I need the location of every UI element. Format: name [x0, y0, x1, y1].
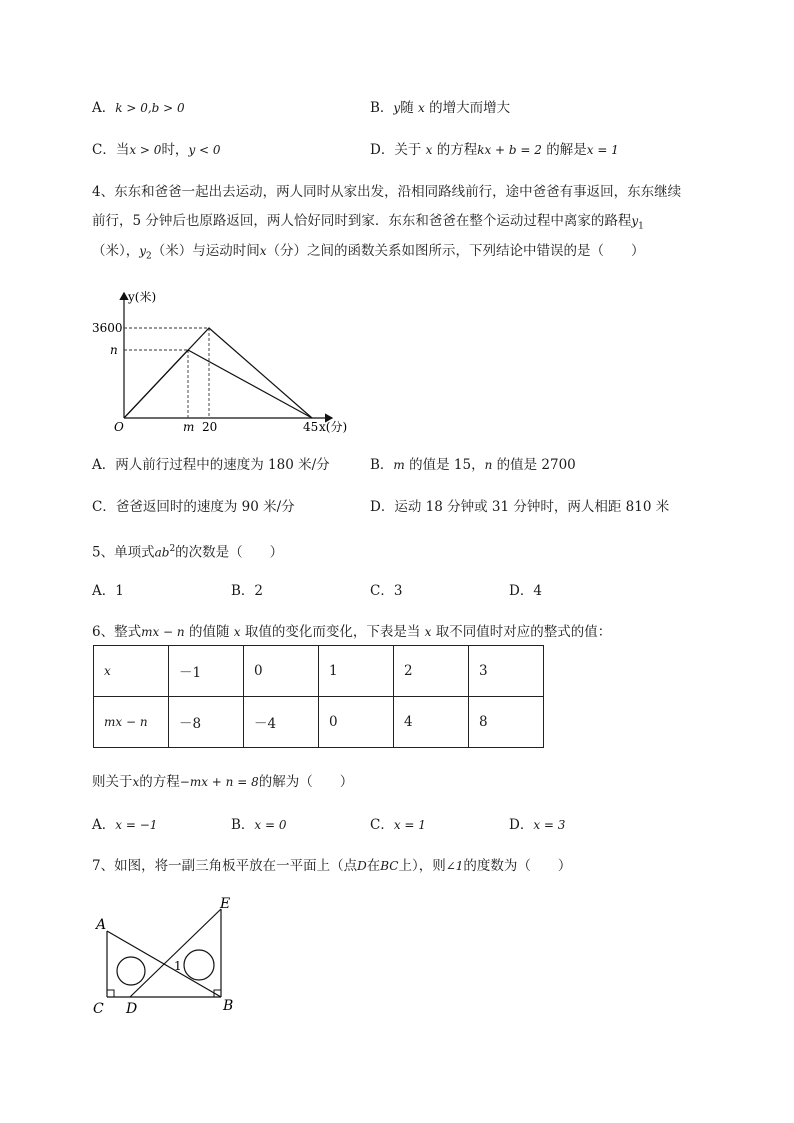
x-axis-label: x(分) — [319, 420, 348, 434]
x-tick-m: m — [183, 420, 195, 434]
q5-stem — [92, 539, 283, 563]
math-expr: −mx + n = 8 — [179, 775, 259, 789]
option-label: C． — [370, 817, 394, 833]
cell-text: x — [104, 664, 111, 678]
q6-stem — [92, 622, 611, 642]
text: 的度数为（ ） — [463, 858, 572, 874]
q6-option-a — [92, 815, 157, 835]
math-expr: x = 1 — [393, 818, 426, 832]
text: 的增大而增大 — [429, 100, 511, 116]
option-label: A． — [92, 817, 116, 833]
table-cell: 4 — [394, 697, 469, 748]
q6-question — [92, 772, 353, 792]
q4-option-a: A．两人前行过程中的速度为 180 米/分 — [92, 457, 330, 473]
point-label-e: E — [220, 896, 231, 912]
text: 在 — [366, 858, 381, 874]
math-var: y — [393, 101, 401, 115]
q3-option-b — [370, 98, 510, 118]
table-cell: －8 — [169, 697, 244, 748]
cell-text: mx − n — [104, 715, 148, 729]
y-tick-n: n — [110, 343, 118, 357]
q5-option-b: B．2 — [231, 583, 264, 599]
table-cell: 2 — [394, 646, 469, 697]
text: 取不同值时对应的整式的值： — [435, 624, 612, 640]
y-axis-label: y(米) — [128, 290, 157, 304]
math-expr: kx + b = 2 — [477, 143, 542, 157]
table-cell: 8 — [469, 697, 544, 748]
q4-stem-line2 — [92, 211, 644, 237]
table-cell: 3 — [469, 646, 544, 697]
math-expr: x > 0 — [129, 143, 162, 157]
math-var: D — [357, 859, 367, 873]
math-expr: mx − n — [141, 625, 185, 639]
q4-stem-line1: 4、东东和爸爸一起出去运动，两人同时从家出发，沿相同路线前行，途中爸爸有事返回，东东继续 — [92, 184, 682, 200]
dad-path — [124, 350, 312, 418]
math-var: x — [418, 101, 425, 115]
y-tick-3600: 3600 — [92, 321, 123, 335]
text: 6、整式 — [92, 624, 142, 640]
math-var: y — [631, 214, 639, 228]
q6-option-c — [370, 815, 426, 835]
text: （米）， — [92, 243, 140, 259]
option-label: B． — [231, 817, 255, 833]
math-expr: k > 0,b > 0 — [115, 101, 185, 115]
triangle-hole-left — [117, 957, 145, 985]
text: 7、如图，将一副三角板平放在一平面上（点 — [92, 858, 358, 874]
text: 5、单项式 — [92, 544, 155, 561]
point-label-a: A — [96, 917, 107, 933]
q3-option-d — [370, 140, 619, 160]
text: （米）与运动时间 — [151, 243, 260, 259]
angle-label-1: 1 — [174, 959, 182, 973]
table-cell — [94, 697, 169, 748]
text: 的方程 — [436, 142, 478, 158]
text: 的值随 — [188, 624, 230, 640]
triangle-hole-right — [184, 950, 214, 980]
q4-option-b — [370, 455, 576, 475]
text: 随 — [400, 100, 414, 116]
point-label-c: C — [93, 1001, 104, 1017]
math-var: x — [132, 775, 140, 789]
text: 的解为（ ） — [258, 774, 354, 790]
math-var: m — [393, 458, 405, 472]
q5-option-c: C．3 — [370, 583, 403, 599]
point-label-d: D — [126, 1001, 138, 1017]
q3-option-a — [92, 98, 185, 118]
text: （分）之间的函数关系如图所示，下列结论中错误的是（ ） — [266, 243, 645, 259]
math-expr: x = 1 — [586, 143, 619, 157]
q6-value-table — [93, 645, 544, 748]
math-expr: x = 3 — [533, 818, 566, 832]
text: 的值是 15， — [409, 457, 485, 473]
math-expr: y < 0 — [188, 143, 221, 157]
text: 的解是 — [546, 142, 587, 158]
table-cell: 0 — [319, 697, 394, 748]
q4-distance-time-graph — [92, 285, 370, 440]
point-label-b: B — [223, 998, 234, 1014]
x-tick-45: 45 — [303, 420, 319, 434]
math-var: n — [484, 458, 493, 472]
option-label: B． — [370, 457, 394, 473]
q5-option-a: A．1 — [92, 583, 124, 599]
table-cell: 0 — [244, 646, 319, 697]
option-label: A． — [92, 100, 116, 116]
table-cell — [94, 646, 169, 697]
dongdong-path — [124, 328, 312, 418]
right-angle-mark-c — [107, 990, 114, 997]
option-label: D． — [509, 817, 534, 833]
text: 的方程 — [139, 774, 180, 790]
q4-option-c: C．爸爸返回时的速度为 90 米/分 — [92, 499, 295, 515]
superscript: 2 — [169, 544, 176, 554]
q4-stem-line3 — [92, 241, 645, 267]
option-label: D．关于 — [370, 142, 422, 158]
text: 前行，5 分钟后也原路返回，两人恰好同时到家．东东和爸爸在整个运动过程中离家的路程 — [92, 213, 632, 229]
math-expr: ab — [154, 545, 170, 560]
math-var: x — [425, 143, 433, 157]
math-expr: ∠1 — [445, 859, 464, 873]
q4-option-d: D．运动 18 分钟或 31 分钟时，两人相距 810 米 — [370, 499, 670, 515]
text: 的值是 2700 — [496, 457, 576, 473]
text: 时， — [161, 142, 189, 158]
math-expr: x = −1 — [115, 818, 158, 832]
text: 则关于 — [92, 774, 133, 790]
origin-label: O — [114, 420, 124, 434]
math-expr: x = 0 — [254, 818, 287, 832]
subscript: 1 — [638, 221, 644, 232]
q7-stem — [92, 856, 571, 876]
x-tick-20: 20 — [202, 420, 218, 434]
option-label: C．当 — [92, 142, 130, 158]
table-cell: 1 — [319, 646, 394, 697]
math-var: BC — [380, 859, 399, 873]
text: 的次数是（ ） — [175, 544, 284, 561]
math-var: x — [233, 625, 241, 639]
q5-option-d: D．4 — [509, 583, 542, 599]
subscript: 2 — [146, 251, 152, 262]
text: 上），则 — [398, 858, 446, 874]
q6-option-b — [231, 815, 287, 835]
table-cell: －1 — [169, 646, 244, 697]
q6-option-d — [509, 815, 565, 835]
math-var: x — [259, 244, 267, 258]
option-label: B． — [370, 100, 394, 116]
table-row — [94, 697, 544, 748]
text: 取值的变化而变化，下表是当 — [244, 624, 421, 640]
q3-option-c — [92, 140, 221, 160]
table-cell: －4 — [244, 697, 319, 748]
math-var: x — [424, 625, 432, 639]
q7-triangle-figure — [85, 892, 250, 1022]
math-var: y — [139, 244, 147, 258]
table-row — [94, 646, 544, 697]
